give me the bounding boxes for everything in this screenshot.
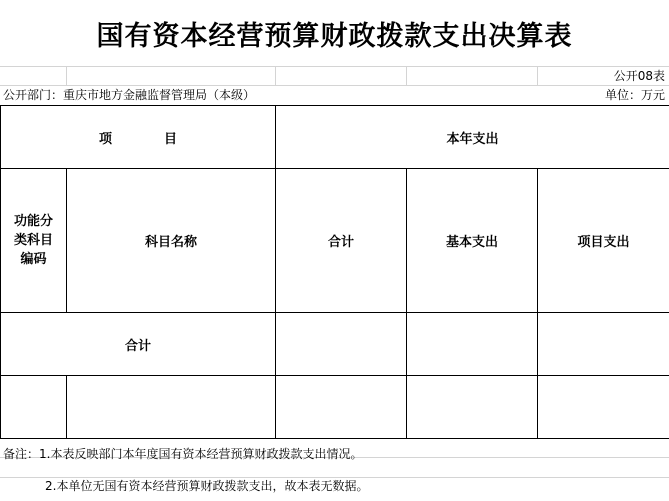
total-row-label: 合计 xyxy=(1,313,276,376)
table-row xyxy=(1,376,669,439)
expenditure-table xyxy=(0,105,669,439)
gridline xyxy=(537,66,538,85)
table-number: 公开08表 xyxy=(613,69,665,83)
empty-total-cell[interactable] xyxy=(276,376,407,439)
header-row-2 xyxy=(1,169,669,313)
empty-name-cell[interactable] xyxy=(67,376,276,439)
document-title: 国有资本经营预算财政拨款支出决算表 xyxy=(96,20,573,52)
department-label: 公开部门：重庆市地方金融监督管理局（本级） xyxy=(3,88,256,102)
total-row xyxy=(1,313,669,376)
empty-project-cell[interactable] xyxy=(538,376,669,439)
function-code-header xyxy=(1,169,67,313)
empty-code-cell[interactable] xyxy=(1,376,67,439)
header-item-cell: 项 目 xyxy=(1,106,276,169)
note-line-1: 备注：1.本表反映部门本年度国有资本经营预算财政拨款支出情况。 xyxy=(3,447,363,461)
unit-label: 单位：万元 xyxy=(604,88,665,102)
note-line-2: 2.本单位无国有资本经营预算财政拨款支出，故本表无数据。 xyxy=(45,479,369,493)
subject-name-header: 科目名称 xyxy=(67,169,276,313)
project-expenditure-header: 项目支出 xyxy=(538,169,669,313)
total-row-project-cell[interactable] xyxy=(538,313,669,376)
header-current-year-cell: 本年支出 xyxy=(276,106,669,169)
gridline xyxy=(66,66,67,85)
total-row-sum-cell[interactable] xyxy=(276,313,407,376)
gridline xyxy=(0,66,669,67)
total-header: 合计 xyxy=(276,169,407,313)
header-row-1 xyxy=(1,106,669,169)
gridline xyxy=(275,66,276,85)
gridline xyxy=(406,66,407,85)
function-code-header-text: 功能分类科目编码 xyxy=(13,214,53,267)
total-row-basic-cell[interactable] xyxy=(407,313,538,376)
basic-expenditure-header: 基本支出 xyxy=(407,169,538,313)
empty-basic-cell[interactable] xyxy=(407,376,538,439)
